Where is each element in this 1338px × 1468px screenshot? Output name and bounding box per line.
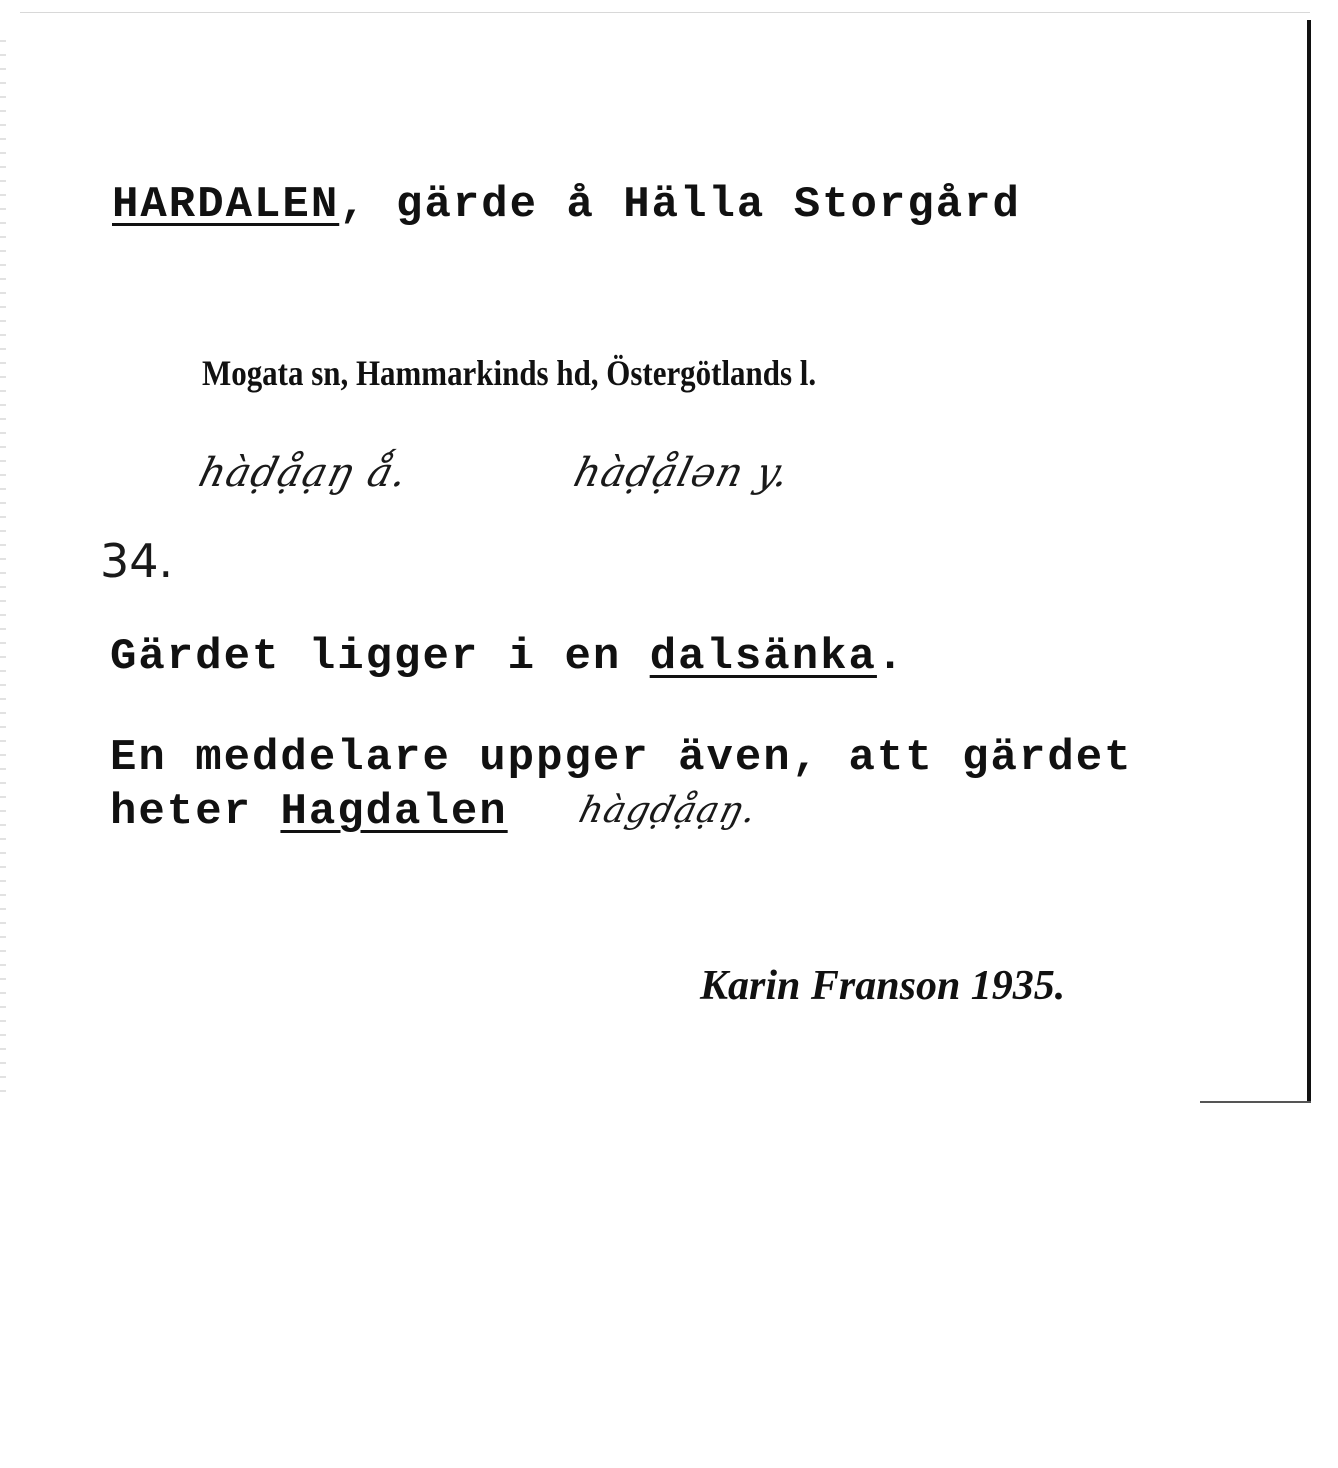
heading-description: , gärde å Hälla Storgård	[339, 180, 1021, 230]
sentence-3-text: heter	[110, 787, 281, 837]
sentence-heter	[110, 787, 508, 837]
scan-left-margin	[0, 40, 6, 1100]
card-top-edge	[20, 12, 1310, 13]
handwritten-number: 34.	[100, 534, 174, 588]
heading-placename: HARDALEN	[112, 180, 340, 230]
card-heading	[112, 180, 1021, 230]
phonetic-transcription-2: hàḍạ̊lən y.	[569, 450, 795, 496]
phonetic-transcription-3: hàgḍạ̊ạŋ.	[574, 790, 762, 831]
sentence-dalsanka	[110, 632, 905, 682]
sentence-1-underlined: dalsänka	[649, 632, 877, 682]
location-line: Mogata sn, Hammarkinds hd, Östergötlands l.	[202, 353, 817, 393]
sentence-1-end: .	[876, 632, 906, 682]
sentence-1-text: Gärdet ligger i en	[110, 632, 650, 682]
sentence-3-underlined: Hagdalen	[280, 787, 508, 837]
phonetic-transcription-1: hàḍạ̊ạŋ ǻ.	[194, 450, 413, 496]
signature: Karin Franson 1935.	[700, 963, 1066, 1009]
sentence-informant: En meddelare uppger även, att gärdet	[110, 733, 1133, 783]
card-right-edge	[1307, 20, 1311, 1102]
card-bottom-edge	[1200, 1101, 1311, 1103]
